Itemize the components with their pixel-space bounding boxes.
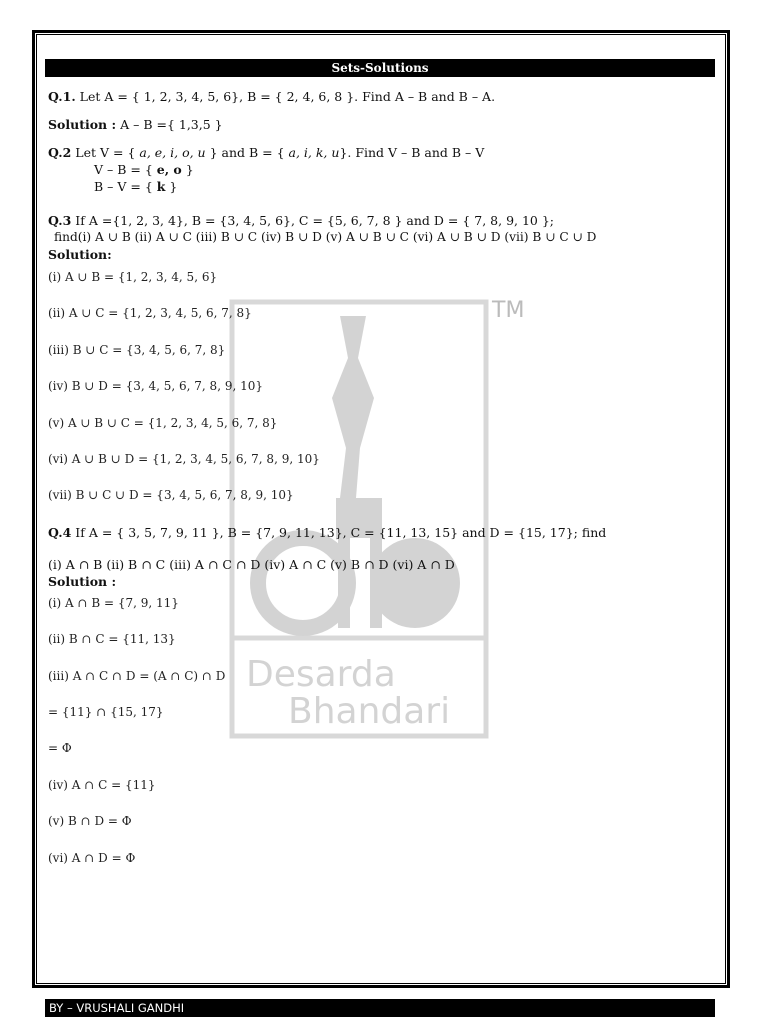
q1-text: Let A = { 1, 2, 3, 4, 5, 6}, B = { 2, 4, 6, 8 }. Find A – B and B – A.: [75, 89, 496, 104]
q2-text-a: Let V = {: [71, 145, 140, 160]
q3-question: [48, 212, 554, 229]
q2-ans1-value: e, o: [156, 162, 182, 177]
q3-answer-4: (iv) B ∪ D = {3, 4, 5, 6, 7, 8, 9, 10}: [48, 379, 263, 393]
q1-label: Q.1.: [48, 89, 76, 104]
trademark-mark: TM: [492, 298, 525, 323]
q4-answer-4: = {11} ∩ {15, 17}: [48, 705, 164, 719]
q1-solution-text: A – B ={ 1,3,5 }: [116, 117, 223, 132]
q4-text: If A = { 3, 5, 7, 9, 11 }, B = {7, 9, 11, 13}, C = {11, 13, 15} and D = {15, 17}; find: [71, 525, 607, 540]
watermark-line1: Desarda: [246, 654, 396, 695]
q3-answer-7: (vii) B ∪ C ∪ D = {3, 4, 5, 6, 7, 8, 9, 10}: [48, 488, 294, 502]
q3-answer-1: (i) A ∪ B = {1, 2, 3, 4, 5, 6}: [48, 270, 218, 284]
q2-set-b: a, i, k, u: [288, 145, 340, 160]
q4-answer-8: (vi) A ∩ D = Φ: [48, 851, 136, 865]
q2-text-c: }. Find V – B and B – V: [339, 145, 485, 160]
q2-label: Q.2: [48, 145, 72, 160]
q3-solution-label: Solution:: [48, 247, 112, 262]
q3-text: If A ={1, 2, 3, 4}, B = {3, 4, 5, 6}, C = {5, 6, 7, 8 } and D = { 7, 8, 9, 10 };: [71, 213, 555, 228]
q1-solution: [48, 116, 223, 133]
q3-answer-6: (vi) A ∪ B ∪ D = {1, 2, 3, 4, 5, 6, 7, 8, 9, 10}: [48, 452, 320, 466]
q2-ans2-prefix: B – V = {: [94, 179, 157, 194]
q2-ans2-suffix: }: [165, 179, 178, 194]
q4-answer-6: (iv) A ∩ C = {11}: [48, 778, 156, 792]
q2-set-v: a, e, i, o, u: [139, 145, 206, 160]
q3-answer-3: (iii) B ∪ C = {3, 4, 5, 6, 7, 8}: [48, 343, 226, 357]
q4-answer-5: = Φ: [48, 741, 72, 755]
q4-find: (i) A ∩ B (ii) B ∩ C (iii) A ∩ C ∩ D (iv) A ∩ C (v) B ∩ D (vi) A ∩ D: [48, 557, 455, 572]
q2-ans2-value: k: [156, 179, 166, 194]
q2-ans1-prefix: V – B = {: [94, 162, 157, 177]
q2-question: [48, 144, 484, 161]
q4-question: [48, 524, 606, 541]
q1-question: [48, 88, 495, 105]
q3-label: Q.3: [48, 213, 72, 228]
q4-answer-2: (ii) B ∩ C = {11, 13}: [48, 632, 176, 646]
footer-author: BY – VRUSHALI GANDHI: [45, 999, 715, 1017]
q2-ans1-suffix: }: [181, 162, 194, 177]
q4-answer-7: (v) B ∩ D = Φ: [48, 814, 132, 828]
q1-solution-label: Solution :: [48, 117, 117, 132]
q2-answer-1: [94, 161, 194, 178]
watermark-line2: Bhandari: [288, 691, 451, 732]
q2-answer-2: [94, 178, 177, 195]
page-title: Sets-Solutions: [45, 59, 715, 77]
q3-find: find(i) A ∪ B (ii) A ∪ C (iii) B ∪ C (iv) B ∪ D (v) A ∪ B ∪ C (vi) A ∪ B ∪ D (vii) B ∪ C ∪ D: [54, 230, 597, 244]
q2-text-b: } and B = {: [205, 145, 289, 160]
q3-answer-5: (v) A ∪ B ∪ C = {1, 2, 3, 4, 5, 6, 7, 8}: [48, 416, 278, 430]
q3-answer-2: (ii) A ∪ C = {1, 2, 3, 4, 5, 6, 7, 8}: [48, 306, 252, 320]
q4-label: Q.4: [48, 525, 72, 540]
q4-answer-1: (i) A ∩ B = {7, 9, 11}: [48, 596, 179, 610]
q4-answer-3: (iii) A ∩ C ∩ D = (A ∩ C) ∩ D: [48, 669, 226, 683]
q4-solution-label: Solution :: [48, 574, 117, 589]
